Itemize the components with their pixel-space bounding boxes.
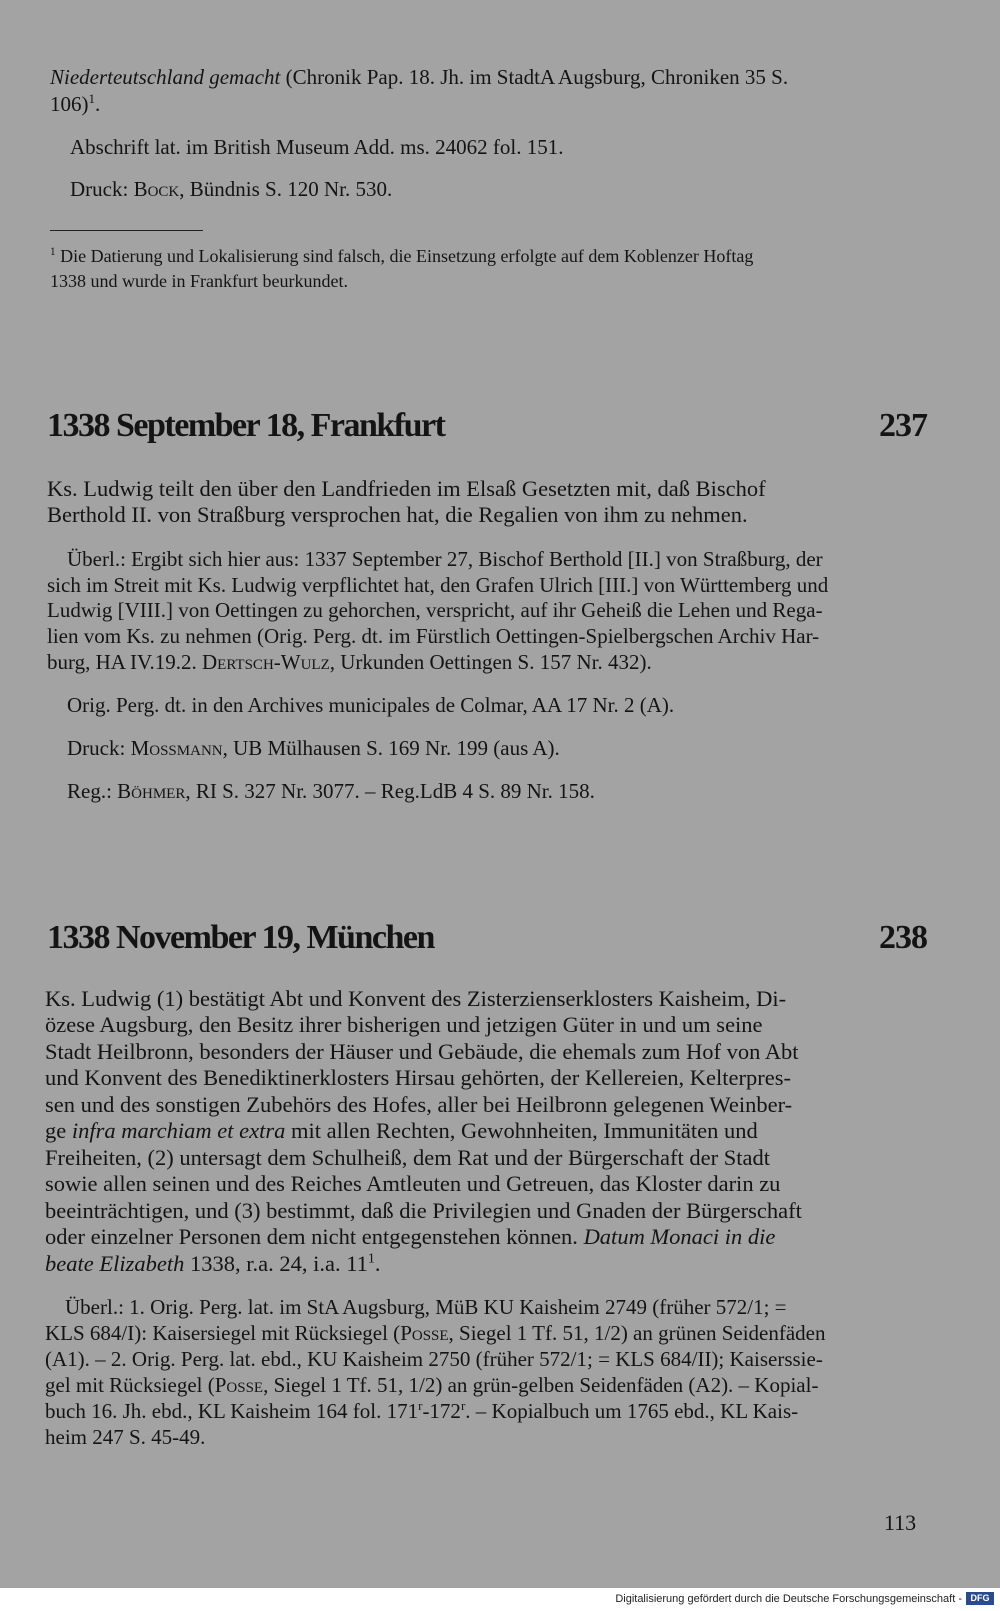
text-span: burg, HA IV.19.2.	[47, 650, 202, 674]
uberl-line	[47, 649, 652, 675]
summary-line	[45, 1118, 758, 1144]
orig-line: Orig. Perg. dt. in den Archives municipales de Colmar, AA 17 Nr. 2 (A).	[67, 693, 675, 717]
text-span: KLS 684/I): Kaisersiegel mit Rücksiegel (	[45, 1321, 401, 1345]
uberl-line	[45, 1372, 818, 1398]
summary-line: sowie allen seinen und des Reiches Amtleuten und Getreuen, das Kloster darin zu	[45, 1171, 781, 1196]
summary-line: beeinträchtigen, und (3) bestimmt, daß die Privilegien und Gnaden der Bürgerschaft	[45, 1198, 802, 1223]
summary-line: und Konvent des Benediktinerklosters Hirsau gehörten, der Kellereien, Kelterpres-	[45, 1065, 792, 1090]
uberl-line: Ludwig [VIII.] von Oettingen zu gehorchen, verspricht, auf ihr Geheiß die Lehen und Rega-	[47, 598, 823, 622]
author-name: Dertsch-Wulz	[202, 650, 330, 674]
text-span: , Bündnis S. 120 Nr. 530.	[179, 177, 393, 201]
document-heading-238	[47, 916, 927, 960]
footnote-ref: 1	[367, 1251, 375, 1267]
summary-line: özese Augsburg, den Besitz ihrer bisherigen und jetzigen Güter in und um seine	[45, 1012, 763, 1037]
text-span: 106)	[50, 92, 89, 116]
footer-bar	[0, 1588, 1000, 1611]
uberl-line: lien vom Ks. zu nehmen (Orig. Perg. dt. im Fürstlich Oettingen-Spielbergschen Archiv Har-	[47, 624, 820, 648]
footnote-line	[50, 245, 753, 267]
summary-line: Berthold II. von Straßburg versprochen hat, die Regalien von ihm zu nehmen.	[47, 502, 748, 527]
text-span: Druck:	[70, 177, 134, 201]
latin-phrase: Datum Monaci in die	[583, 1224, 776, 1249]
dfg-logo-icon: DFG	[966, 1592, 994, 1605]
uberl-line: (A1). – 2. Orig. Perg. lat. ebd., KU Kaisheim 2750 (früher 572/1; = KLS 684/II); Kaiserssie-	[45, 1347, 823, 1371]
reg-line	[67, 778, 595, 804]
summary-line	[45, 1224, 775, 1250]
uberl-line: Überl.: Ergibt sich hier aus: 1337 September 27, Bischof Berthold [II.] von Straßburg, der	[67, 547, 823, 571]
text-span: buch 16. Jh. ebd., KL Kaisheim 164 fol. 171	[45, 1399, 419, 1423]
text-span: 1338, r.a. 24, i.a. 11	[184, 1251, 368, 1276]
text-span: .	[95, 92, 101, 116]
uberl-line	[45, 1398, 798, 1424]
abschrift-line: Abschrift lat. im British Museum Add. ms. 24062 fol. 151.	[70, 135, 564, 159]
uberl-line: Überl.: 1. Orig. Perg. lat. im StA Augsburg, MüB KU Kaisheim 2749 (früher 572/1; =	[65, 1295, 787, 1319]
author-name: Bock	[133, 177, 180, 201]
summary-line: Ks. Ludwig teilt den über den Landfrieden im Elsaß Gesetzten mit, daß Bischof	[47, 476, 766, 501]
text-span: , UB Mülhausen S. 169 Nr. 199 (aus A).	[222, 736, 560, 760]
text-span: Reg.:	[67, 779, 118, 803]
page-number: 113	[884, 1510, 917, 1535]
heading-date-place: 1338 November 19, München	[47, 919, 434, 956]
druck-line	[67, 735, 560, 761]
text-span: oder einzelner Personen dem nicht entgegenstehen können.	[45, 1224, 584, 1249]
text-span: .	[374, 1251, 381, 1276]
text-span: Druck:	[67, 736, 131, 760]
document-number: 237	[879, 407, 927, 444]
text-span: , Urkunden Oettingen S. 157 Nr. 432).	[329, 650, 652, 674]
funding-note: Digitalisierung gefördert durch die Deutsche Forschungsgemeinschaft -	[615, 1593, 962, 1605]
text-line	[50, 64, 788, 90]
text-line	[50, 91, 100, 117]
footnote-line: 1338 und wurde in Frankfurt beurkundet.	[50, 271, 348, 291]
latin-phrase: beate Elizabeth	[45, 1251, 185, 1276]
summary-line: Stadt Heilbronn, besonders der Häuser und Gebäude, die ehemals zum Hof von Abt	[45, 1039, 799, 1064]
author-name: Mossmann	[130, 736, 223, 760]
author-name: Posse	[214, 1373, 264, 1397]
uberl-line: sich im Streit mit Ks. Ludwig verpflichtet hat, den Grafen Ulrich [III.] von Württemberg und	[47, 573, 829, 597]
summary-line	[45, 1251, 380, 1277]
text-span: (Chronik Pap. 18. Jh. im StadtA Augsburg, Chroniken 35 S.	[280, 65, 789, 89]
footnote-rule	[50, 230, 203, 231]
footnote-marker: 1	[50, 246, 56, 258]
latin-phrase: infra marchiam et extra	[71, 1118, 286, 1143]
uberl-line	[45, 1320, 825, 1346]
heading-date-place: 1338 September 18, Frankfurt	[47, 407, 445, 444]
document-heading-237	[47, 404, 927, 448]
summary-line: Ks. Ludwig (1) bestätigt Abt und Konvent des Zisterzienserklosters Kaisheim, Di-	[45, 986, 787, 1011]
text-span: ge	[45, 1118, 72, 1143]
text-span: , RI S. 327 Nr. 3077. – Reg.LdB 4 S. 89 Nr. 158.	[185, 779, 595, 803]
author-name: Böhmer	[117, 779, 186, 803]
text-span: , Siegel 1 Tf. 51, 1/2) an grün-gelben Seidenfäden (A2). – Kopial-	[263, 1373, 819, 1397]
text-span: gel mit Rücksiegel (	[45, 1373, 215, 1397]
italic-quote: Niederteutschland gemacht	[50, 65, 281, 89]
druck-line	[70, 176, 392, 202]
superscript: r	[418, 1398, 423, 1413]
document-number: 238	[879, 919, 927, 956]
author-name: Posse	[400, 1321, 449, 1345]
text-span: -172	[422, 1399, 461, 1423]
footnote-ref: 1	[88, 91, 96, 106]
summary-line: sen und des sonstigen Zubehörs des Hofes, aller bei Heilbronn gelegenen Weinber-	[45, 1092, 793, 1117]
superscript: r	[460, 1398, 466, 1413]
text-span: Die Datierung und Lokalisierung sind falsch, die Einsetzung erfolgte auf dem Koblenzer Hoftag	[55, 246, 754, 266]
summary-line: Freiheiten, (2) untersagt dem Schulheiß, dem Rat und der Bürgerschaft der Stadt	[45, 1145, 771, 1170]
uberl-line: heim 247 S. 45-49.	[45, 1425, 206, 1449]
text-span: mit allen Rechten, Gewohnheiten, Immunitäten und	[285, 1118, 758, 1143]
text-span: . – Kopialbuch um 1765 ebd., KL Kais-	[465, 1399, 799, 1423]
text-span: , Siegel 1 Tf. 51, 1/2) an grünen Seidenfäden	[448, 1321, 826, 1345]
